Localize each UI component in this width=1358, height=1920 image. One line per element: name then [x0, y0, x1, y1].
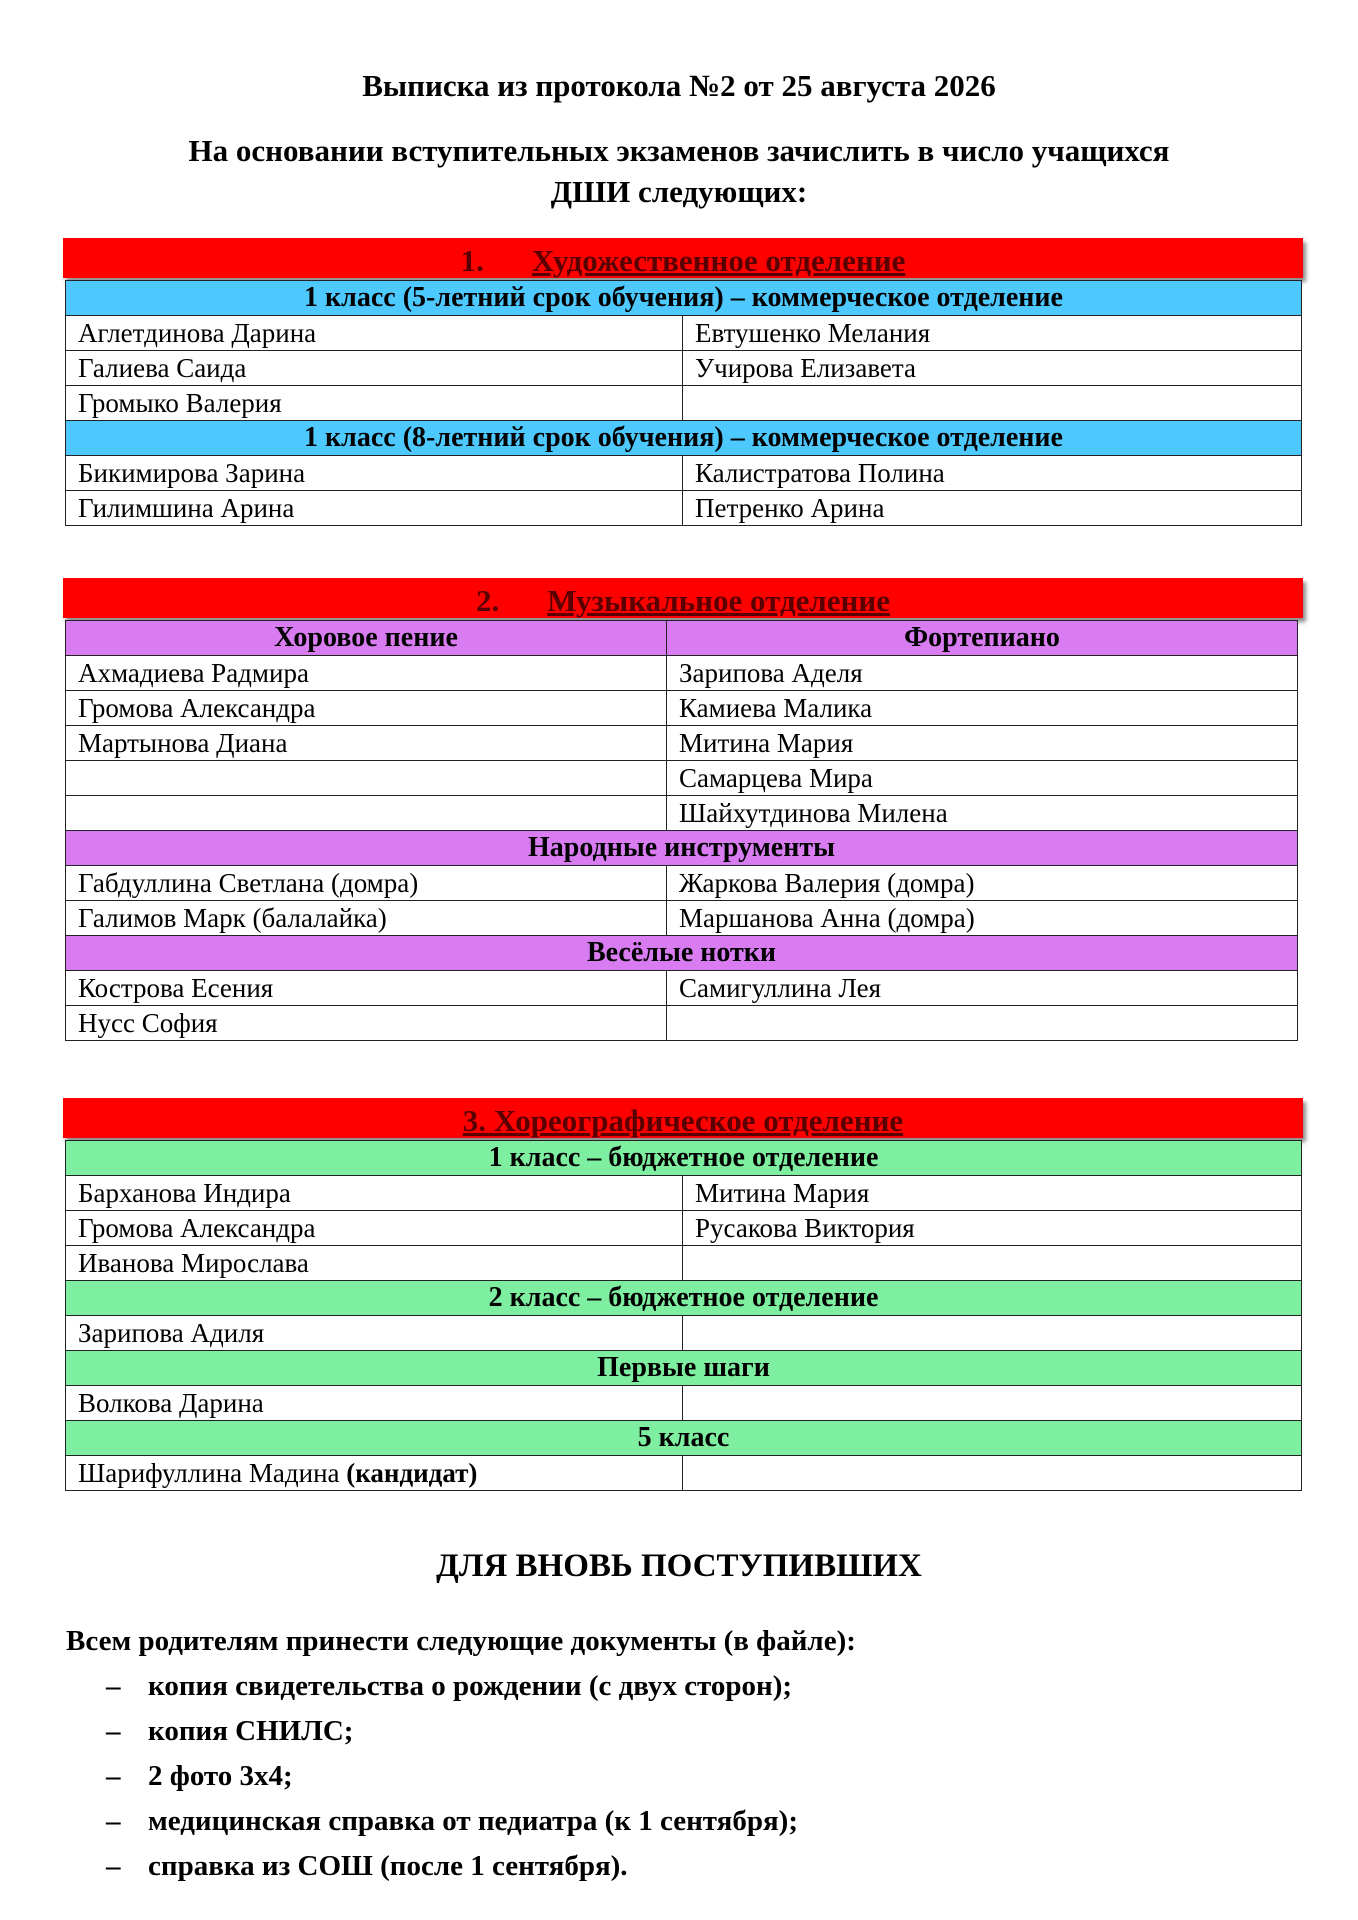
- table-row: [66, 491, 1302, 526]
- list-item: [66, 1709, 798, 1754]
- student-name: Иванова Мирослава: [66, 1246, 683, 1281]
- student-name: Барханова Индира: [66, 1176, 683, 1211]
- art-group2-header: 1 класс (8-летний срок обучения) – коммерческое отделение: [66, 421, 1302, 456]
- table-row: [66, 796, 1298, 831]
- document-item: копия свидетельства о рождении (с двух сторон);: [148, 1670, 793, 1702]
- table-row: [66, 1246, 1302, 1281]
- notice-title: ДЛЯ ВНОВЬ ПОСТУПИВШИХ: [436, 1548, 922, 1584]
- music-department-table: [65, 620, 1298, 1041]
- candidate-note: (кандидат): [346, 1458, 478, 1488]
- group-header-row: [66, 1141, 1302, 1176]
- document-item: справка из СОШ (после 1 сентября).: [148, 1850, 628, 1882]
- documents-list: [66, 1664, 798, 1889]
- table-row: [66, 726, 1298, 761]
- folk-instruments-header: Народные инструменты: [66, 831, 1298, 866]
- student-name: Петренко Арина: [683, 491, 1302, 526]
- student-name: [66, 761, 667, 796]
- subtitle-line-2: ДШИ следующих:: [550, 174, 808, 209]
- student-name: Евтушенко Мелания: [683, 316, 1302, 351]
- student-name: Кострова Есения: [66, 971, 667, 1006]
- music-department-name: Музыкальное отделение: [547, 583, 891, 618]
- choir-header: Хоровое пение: [66, 621, 667, 656]
- table-row: [66, 1316, 1302, 1351]
- student-name: Самигуллина Лея: [667, 971, 1298, 1006]
- table-row: [66, 456, 1302, 491]
- table-row: [66, 656, 1298, 691]
- group-header-row: [66, 1421, 1302, 1456]
- student-name: Шайхутдинова Милена: [667, 796, 1298, 831]
- dash-marker: –: [106, 1715, 121, 1747]
- student-name: [683, 386, 1302, 421]
- art-group1-header: 1 класс (5-летний срок обучения) – коммерческое отделение: [66, 281, 1302, 316]
- music-department-number: 2.: [475, 583, 500, 618]
- table-row: [66, 691, 1298, 726]
- table-row: [66, 1211, 1302, 1246]
- dance-group2-header: 2 класс – бюджетное отделение: [66, 1281, 1302, 1316]
- dance-group1-header: 1 класс – бюджетное отделение: [66, 1141, 1302, 1176]
- student-name: Галиева Саида: [66, 351, 683, 386]
- table-row: [66, 386, 1302, 421]
- table-row: [66, 1456, 1302, 1491]
- student-name: Громыко Валерия: [66, 386, 683, 421]
- student-name: Русакова Виктория: [683, 1211, 1302, 1246]
- student-name: [66, 1456, 683, 1491]
- student-name: Камиева Малика: [667, 691, 1298, 726]
- dance-department-name: 3. Хореографическое отделение: [462, 1103, 904, 1138]
- group-header-row: [66, 281, 1302, 316]
- student-name: Зарипова Адиля: [66, 1316, 683, 1351]
- student-name: Митина Мария: [667, 726, 1298, 761]
- notice-intro: Всем родителям принести следующие документы (в файле):: [66, 1625, 856, 1657]
- document-item: копия СНИЛС;: [148, 1715, 354, 1747]
- group-header-row: [66, 936, 1298, 971]
- group-header-row: [66, 421, 1302, 456]
- page-title: Выписка из протокола №2 от 25 августа 2026: [362, 68, 996, 103]
- student-name: Громова Александра: [66, 691, 667, 726]
- table-row: [66, 316, 1302, 351]
- music-department-bar: [63, 578, 1303, 618]
- student-name: Маршанова Анна (домра): [667, 901, 1298, 936]
- dash-marker: –: [106, 1805, 121, 1837]
- list-item: [66, 1664, 798, 1709]
- dance-department-table: [65, 1140, 1302, 1491]
- dash-marker: –: [106, 1760, 121, 1792]
- student-name: [683, 1246, 1302, 1281]
- table-row: [66, 866, 1298, 901]
- student-name: Учирова Елизавета: [683, 351, 1302, 386]
- group-header-row: [66, 1281, 1302, 1316]
- piano-header: Фортепиано: [667, 621, 1298, 656]
- dance-group3-header: Первые шаги: [66, 1351, 1302, 1386]
- dance-group4-header: 5 класс: [66, 1421, 1302, 1456]
- student-name: Гилимшина Арина: [66, 491, 683, 526]
- document-item: 2 фото 3х4;: [148, 1760, 293, 1792]
- student-name: Жаркова Валерия (домра): [667, 866, 1298, 901]
- student-name: Громова Александра: [66, 1211, 683, 1246]
- student-name: Зарипова Аделя: [667, 656, 1298, 691]
- student-name: Бикимирова Зарина: [66, 456, 683, 491]
- list-item: [66, 1844, 798, 1889]
- student-name: Калистратова Полина: [683, 456, 1302, 491]
- student-name: Мартынова Диана: [66, 726, 667, 761]
- empty-cell: [683, 1456, 1302, 1491]
- table-row: [66, 901, 1298, 936]
- table-row: [66, 971, 1298, 1006]
- student-name: Митина Мария: [683, 1176, 1302, 1211]
- dash-marker: –: [106, 1850, 121, 1882]
- student-name: Самарцева Мира: [667, 761, 1298, 796]
- student-name-text: Шарифуллина Мадина: [78, 1458, 340, 1488]
- student-name: [667, 1006, 1298, 1041]
- page-subtitle: [80, 130, 1278, 212]
- student-name: [683, 1386, 1302, 1421]
- student-name: Ахмадиева Радмира: [66, 656, 667, 691]
- art-department-number: 1.: [460, 243, 484, 278]
- table-row: [66, 761, 1298, 796]
- list-item: [66, 1754, 798, 1799]
- merry-notes-header: Весёлые нотки: [66, 936, 1298, 971]
- group-header-row: [66, 831, 1298, 866]
- student-name: Габдуллина Светлана (домра): [66, 866, 667, 901]
- group-header-row: [66, 621, 1298, 656]
- student-name: Нусс София: [66, 1006, 667, 1041]
- student-name: Волкова Дарина: [66, 1386, 683, 1421]
- list-item: [66, 1799, 798, 1844]
- group-header-row: [66, 1351, 1302, 1386]
- table-row: [66, 351, 1302, 386]
- student-name: Аглетдинова Дарина: [66, 316, 683, 351]
- dance-department-bar: [63, 1098, 1303, 1138]
- subtitle-line-1: На основании вступительных экзаменов зачислить в число учащихся: [188, 133, 1170, 168]
- student-name: Галимов Марк (балалайка): [66, 901, 667, 936]
- art-department-bar: [63, 238, 1303, 278]
- table-row: [66, 1006, 1298, 1041]
- art-department-table: [65, 280, 1302, 526]
- art-department-name: Художественное отделение: [531, 243, 906, 278]
- table-row: [66, 1176, 1302, 1211]
- table-row: [66, 1386, 1302, 1421]
- student-name: [66, 796, 667, 831]
- dash-marker: –: [106, 1670, 121, 1702]
- document-item: медицинская справка от педиатра (к 1 сентября);: [148, 1805, 798, 1837]
- student-name: [683, 1316, 1302, 1351]
